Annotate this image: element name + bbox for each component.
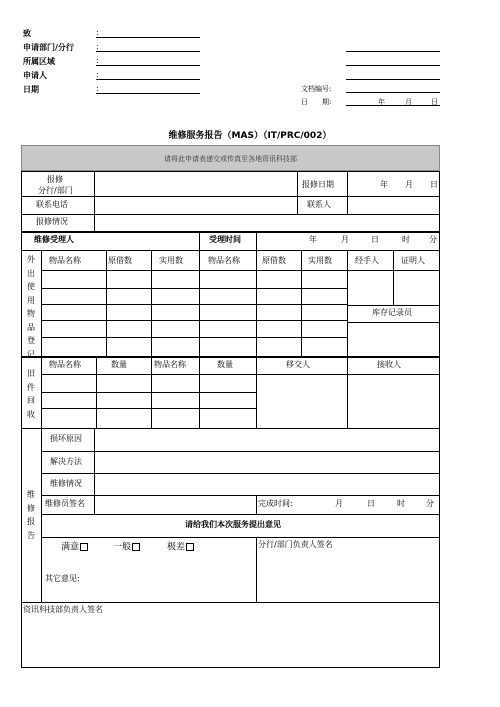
done-day: 日	[367, 499, 375, 508]
accept-day: 日	[371, 235, 379, 244]
label-dept-head-signature: 分行/部门负责人签名	[258, 540, 333, 549]
field-line-region[interactable]	[96, 65, 200, 66]
option-average[interactable]	[113, 543, 140, 553]
recycle-col-name-1: 物品名称	[49, 360, 81, 369]
accept-year: 年	[309, 235, 317, 244]
recycle-col-name-2: 物品名称	[154, 360, 186, 369]
label-repair-unit-2: 分行/部门	[38, 186, 73, 195]
label-phone: 联系电话	[36, 200, 68, 209]
poor-checkbox[interactable]	[186, 543, 194, 551]
repair-date-day: 日	[430, 180, 438, 189]
option-average-label: 一般	[113, 542, 132, 553]
field-label-region: 所属区域	[23, 57, 55, 66]
repair-form	[21, 145, 440, 668]
side-recycle: 旧件回收	[27, 369, 35, 419]
done-minute: 分	[426, 499, 434, 508]
accept-month: 月	[341, 235, 349, 244]
option-satisfied-label: 满意	[61, 542, 80, 553]
option-poor-label: 极差	[167, 542, 186, 553]
col-used-1: 实用数	[159, 256, 183, 265]
col-borrow-2: 原借数	[262, 256, 286, 265]
feedback-title: 请给我们本次服务提出意见	[185, 520, 281, 529]
col-item-name-2: 物品名称	[208, 256, 240, 265]
label-situation: 报修情况	[36, 217, 68, 226]
colon: :	[96, 28, 99, 37]
col-witness: 证明人	[401, 256, 425, 265]
colon: :	[96, 56, 99, 65]
recycle-col-qty-1: 数量	[111, 360, 127, 369]
form-title: 维修服务报告（MAS）（IT/PRC/002）	[168, 131, 332, 141]
field-label-date: 日期	[23, 85, 39, 94]
label-technician-signature: 维修员签名	[45, 499, 85, 508]
label-solution: 解决方法	[50, 457, 82, 466]
col-handler: 经手人	[355, 256, 379, 265]
label-accept-time: 受理时间	[209, 235, 241, 244]
doc-no-label: 文档编号:	[301, 85, 332, 93]
right-line-1[interactable]	[346, 51, 440, 52]
label-handler: 维修受理人	[34, 235, 74, 244]
label-damage-cause: 损坏原因	[50, 434, 82, 443]
col-borrow-1: 原借数	[108, 256, 132, 265]
label-repair-date: 报修日期	[302, 180, 334, 189]
doc-date-day: 日	[431, 98, 438, 106]
field-line-applicant[interactable]	[96, 79, 200, 80]
field-line-date[interactable]	[96, 93, 200, 94]
label-receiver: 接收人	[377, 360, 401, 369]
doc-date-line[interactable]	[346, 105, 440, 106]
done-hour: 时	[397, 499, 405, 508]
doc-date-month: 月	[405, 98, 412, 106]
doc-date-label: 日 期:	[301, 98, 332, 106]
option-poor[interactable]	[167, 543, 194, 553]
field-label-applicant: 申请人	[23, 71, 47, 80]
doc-no-line[interactable]	[346, 92, 440, 93]
label-done-time: 完成时间:	[258, 499, 293, 508]
right-line-2[interactable]	[346, 65, 440, 66]
col-item-name-1: 物品名称	[49, 256, 81, 265]
field-line-dept[interactable]	[96, 51, 200, 52]
label-stock-recorder: 库存记录员	[372, 308, 412, 317]
label-deliver: 移交人	[286, 360, 310, 369]
colon: :	[96, 70, 99, 79]
accept-minute: 分	[429, 235, 437, 244]
repair-date-year: 年	[380, 180, 388, 189]
option-satisfied[interactable]	[61, 543, 88, 553]
average-checkbox[interactable]	[132, 543, 140, 551]
side-repair-report: 维修报告	[27, 490, 35, 540]
label-other-comments: 其它意见:	[45, 574, 80, 583]
label-repair-situation: 维修情况	[50, 479, 82, 488]
satisfied-checkbox[interactable]	[80, 543, 88, 551]
notice-band	[21, 145, 440, 171]
repair-unit-input[interactable]	[116, 317, 316, 341]
colon: :	[96, 84, 99, 93]
accept-hour: 时	[402, 235, 410, 244]
repair-date-month: 月	[405, 180, 413, 189]
field-label-dept: 申请部门/分行	[23, 43, 74, 52]
field-label-to: 致	[23, 29, 31, 38]
done-month: 月	[335, 499, 343, 508]
right-line-3[interactable]	[346, 79, 440, 80]
label-contact: 联系人	[307, 200, 331, 209]
label-it-head-signature: 资讯科技部负责人签名	[23, 605, 103, 614]
recycle-col-qty-2: 数量	[217, 360, 233, 369]
doc-date-year: 年	[378, 98, 385, 106]
label-repair-unit-1: 报修	[47, 175, 63, 184]
side-outside-items: 外出使用物品登记	[27, 255, 35, 359]
col-used-2: 实用数	[308, 256, 332, 265]
notice-text: 请将此申请表递交或传真至各地资讯科技部	[164, 155, 297, 163]
colon: :	[96, 42, 99, 51]
field-line-to[interactable]	[96, 37, 200, 38]
